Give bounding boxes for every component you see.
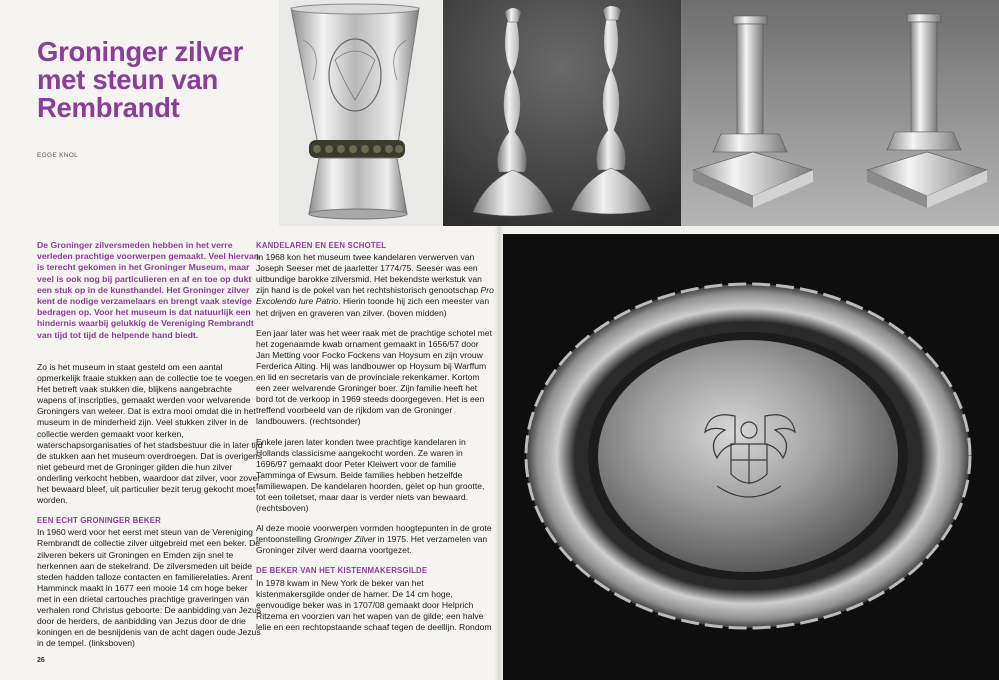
body-paragraph: In 1968 kon het museum twee kandelaren verwerven van Joseph Seeser met de jaarletter 1774/75. Seeser was een uitbundige barokke zilversmid. Het bekendste werkstuk van zijn hand is de pokel van het rechtshistorisch genootschap Pro Excolendo Iure Patrio. Hierin toonde hij zich een meester van het drijven en graveren van zilver. (boven midden) — [256, 252, 494, 318]
section-heading-beker: EEN ECHT GRONINGER BEKER — [37, 516, 161, 526]
intro-paragraph: De Groninger zilversmeden hebben in het verre verleden prachtige voorwerpen gemaakt. Veel hiervan is terecht gekomen in het Groninger Museum, maar veel is ook nog bij particulieren en af en toe op dukt een stuk op in de kunsthandel. Het Groninger zilver kent de nodige verzamelaars en brengt vaak stevige bedragen op. Voor het museum is dat natuurlijk een hindernis waarbij gelukkig de Vereniging Rembrandt van tijd tot tijd de helpende hand biedt. — [37, 240, 260, 340]
page-number: 26 — [37, 657, 45, 664]
rococo-candlesticks-photo — [443, 0, 681, 226]
silver-beaker-photo — [279, 0, 442, 226]
body-paragraph: In 1960 werd voor het eerst met steun van de Vereniging Rembrandt de collectie zilver uitgebreid met een beker. De zilveren bekers uit Groningen en Emden zijn snel te herkennen aan de stekelrand. De zilversmeden uit beide steden hadden talloze contacten en familierelaties. Arent Hamminck maakt in 1677 een mooie 14 cm hoge beker met in een drietal cartouches prachtige graveringen van verhalen rond Christus geboorte: De aanbidding van Jezus door de herders, de aanbidding van Jezus door de drie koningen en de besnijdenis van de acht dagen oude Jezus in de tempel. (linksboven) — [37, 527, 262, 649]
body-column-left — [37, 362, 263, 658]
body-paragraph: Zo is het museum in staat gesteld om een aantal opmerkelijk fraaie stukken aan de collectie toe te voegen. Het betreft vaak stukken die, blijkens aangebrachte wapens of inscripties, gemaakt werden voor welvarende Groningers van weleer. Dat is extra mooi omdat die in het museum in de minderheid zijn. Veel stukken zilver in de collectie werden gemaakt voor kerken, waterschapsorganisaties of het stadsbestuur die in later tijd de stukken aan het museum overdroegen. Dat is overigens niet gebeurd met de Groninger gilden die hun zilver onderling verkocht hebben, waardoor dat zilver, voor zover het bewaard bleef, uit particulier bezit terug gekocht moet worden. — [37, 362, 263, 506]
society-name: Pro Excolendo Iure Patrio — [256, 285, 494, 307]
section-heading-kandelaren: KANDELAREN EN EEN SCHOTEL — [256, 241, 387, 250]
article-author: EGGE KNOL — [37, 152, 78, 159]
body-column-middle — [256, 240, 494, 642]
exhibition-name: Groninger Zilver — [313, 534, 376, 545]
body-paragraph: Een jaar later was het weer raak met de prachtige schotel met het zogenaamde kwab ornament gemaakt in 1656/57 door Jan Metting voor Focko Fockens van Hoysum en zijn vrouw Ferderica Alting. Hij was landbouwer op Hoysum bij Warffum en lid en secretaris van de provinciale rekenkamer. Kortom een zeer welvarende Groninger boer. Zijn familie heeft het bord tot de verkoop in 1969 steeds doorgegeven. Het is een treffend voorbeeld van de rijkdom van de Groninger landbouwers. (rechtsonder) — [256, 327, 492, 427]
silver-dish-photo — [503, 234, 999, 680]
body-paragraph: Al deze mooie voorwerpen vormden hoogtepunten in de grote tentoonstelling Groninger Zilver in 1975. Het verzamelen van Groninger zilver werd daarna voortgezet. — [256, 523, 492, 556]
body-paragraph: Enkele jaren later konden twee prachtige kandelaren in Hollands classicisme aangekocht worden. Ze waren in 1696/97 gemaakt door Peter Kleiwert voor de familie Tamminga of Ewsum. Beide families hebben hetzelfde familiewapen. De kandelaren hoorden, gelet op hun grootte, tot een toiletset, maar daar is verder niets van bewaard. (rechtsboven) — [256, 436, 485, 514]
classicist-candlesticks-photo — [681, 0, 999, 226]
article-title: Groninger zilver met steun van Rembrandt — [37, 36, 244, 123]
section-heading-kistenmakersgilde: DE BEKER VAN HET KISTENMAKERSGILDE — [256, 566, 428, 576]
body-paragraph: In 1978 kwam in New York de beker van het kistenmakersgilde onder de hamer. De 14 cm hoge, eenvoudige beker was in 1707/08 gemaakt door Helprich Ritzema en voorzien van het wapen van de gilde; een halve lelie en een rechtopstaande schaaf tegen de deellijn. Rondom — [256, 577, 492, 632]
